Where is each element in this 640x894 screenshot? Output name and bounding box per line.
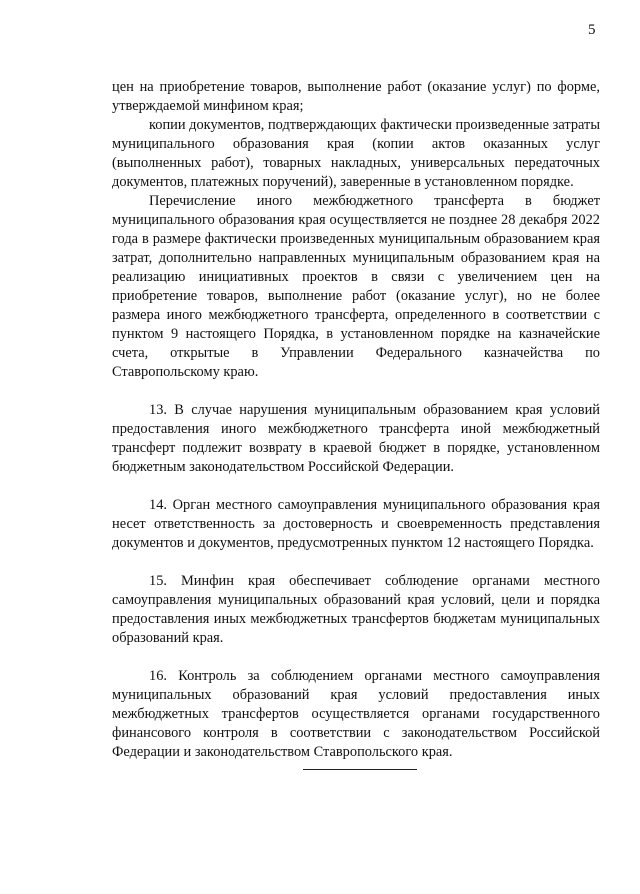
paragraph-clause-13: 13. В случае нарушения муниципальным образованием края условий предоставления иного межбюджетного трансферта иной межбюджетный трансферт подлежит возврату в краевой бюджет в порядке, установленном бюджетным законодательством Российской Федерации. bbox=[112, 402, 600, 475]
end-of-document-rule bbox=[303, 769, 417, 770]
paragraph-clause-16: 16. Контроль за соблюдением органами местного самоуправления муниципальных образований края условий предоставления иных межбюджетных трансфертов осуществляется органами государственного финансового контроля в соответствии с законодательством Российской Федерации и законодательством Ставропольского края. bbox=[112, 668, 600, 760]
paragraph-clause-14: 14. Орган местного самоуправления муниципального образования края несет ответственность за достоверность и своевременность представления документов и документов, предусмотренных пунктом 12 настоящего Порядка. bbox=[112, 497, 600, 551]
paragraph-clause-15: 15. Минфин края обеспечивает соблюдение органами местного самоуправления муниципальных образований края условий, цели и порядка предоставления иных межбюджетных трансфертов бюджетам муниципальных образований края. bbox=[112, 573, 600, 646]
document-body bbox=[112, 78, 600, 762]
paragraph-transfer-deadline: Перечисление иного межбюджетного трансферта в бюджет муниципального образования края осуществляется не позднее 28 декабря 2022 года в размере фактически произведенных муниципальным образованием края затрат, дополнительно направленных муниципальным образованием края на реализацию инициативных проектов в связи с увеличением цен на приобретение товаров, выполнение работ (оказание услуг), но не более размера иного межбюджетного трансферта, определенного в соответствии с пунктом 9 настоящего Порядка, в установленном порядке на казначейские счета, открытые в Управлении Федерального казначейства по Ставропольскому краю. bbox=[112, 193, 600, 380]
page-number: 5 bbox=[588, 22, 596, 38]
paragraph-document-copies: копии документов, подтверждающих фактически произведенные затраты муниципального образования края (копии актов оказанных услуг (выполненных работ), товарных накладных, универсальных передаточных документов, платежных поручений), заверенные в установленном порядке. bbox=[112, 117, 600, 190]
paragraph-price-form: цен на приобретение товаров, выполнение работ (оказание услуг) по форме, утверждаемой минфином края; bbox=[112, 79, 600, 114]
